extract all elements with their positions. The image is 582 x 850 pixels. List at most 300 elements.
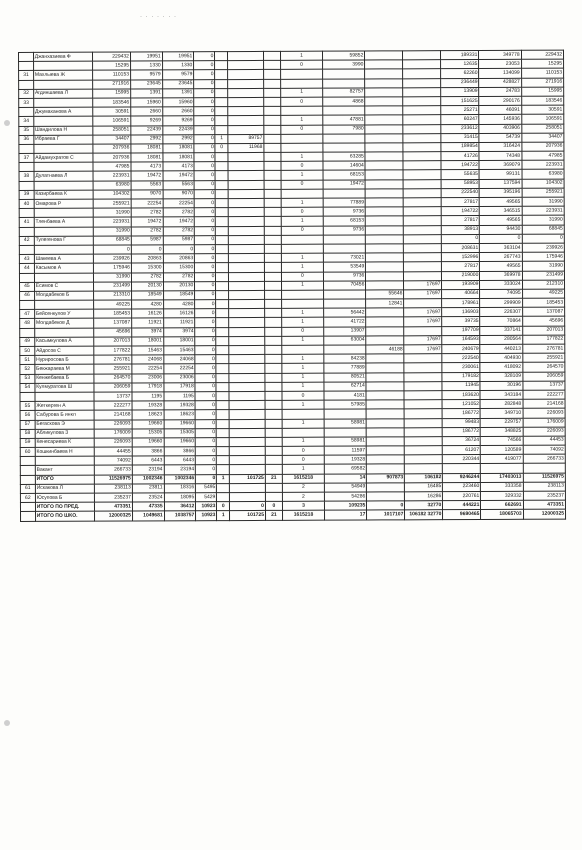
cell-g [265, 456, 282, 465]
cell-g [263, 51, 280, 60]
cell-g [264, 217, 281, 226]
cell-a: 11526975 [94, 475, 132, 484]
cell-n: 31990 [522, 261, 564, 270]
cell-d: 0 [196, 465, 217, 474]
cell-i: 82757 [323, 88, 365, 97]
cell-k [405, 464, 443, 473]
cell-g [265, 355, 282, 364]
cell-l: 25271 [441, 106, 479, 115]
cell-b: 1391 [131, 89, 163, 98]
cell-l: 194722 [441, 161, 479, 170]
cell-j: 907873 [367, 473, 405, 482]
cell-i: 9736 [323, 207, 365, 216]
cell-n: 266733 [523, 454, 565, 463]
cell-h: 1 [281, 308, 323, 317]
cell-b: 23524 [132, 493, 164, 502]
cell-a: 31990 [93, 227, 131, 236]
cell-n: 31990 [522, 197, 564, 206]
cell-c: 17918 [164, 382, 196, 391]
cell-g [264, 189, 281, 198]
cell-i: 54949 [324, 483, 366, 492]
cell-d: 0 [195, 281, 216, 290]
cell-l: 230061 [442, 363, 480, 372]
cell-name [35, 392, 94, 401]
cell-b: 22254 [132, 364, 164, 373]
cell-m: 23053 [479, 59, 521, 68]
cell-d: 0 [194, 125, 215, 134]
cell-name: Джумаханова А [34, 107, 93, 116]
cell-l: 12635 [441, 60, 479, 69]
cell-e: 0 [215, 143, 228, 152]
cell-e: 1 [217, 511, 230, 520]
cell-j [365, 69, 403, 78]
cell-n: 271916 [521, 78, 563, 87]
cell-m: 280564 [480, 335, 522, 344]
cell-f [229, 465, 265, 474]
cell-l: 189331 [441, 50, 479, 59]
cell-d: 0 [195, 291, 216, 300]
cell-l: 186772 [442, 409, 480, 418]
cell-m: 299909 [480, 298, 522, 307]
cell-h [281, 235, 323, 244]
cell-name: Молдабеков Б [34, 291, 93, 300]
cell-m: 0 [480, 234, 522, 243]
cell-f [228, 97, 264, 106]
cell-g [264, 235, 281, 244]
cell-c: 15305 [164, 428, 196, 437]
cell-b: 16126 [132, 309, 164, 318]
cell-h [282, 345, 324, 354]
cell-a: 207936 [93, 153, 131, 162]
cell-f [228, 79, 264, 88]
cell-name: Казирбаева К [34, 190, 93, 199]
cell-c: 9070 [163, 190, 195, 199]
cell-i [324, 290, 366, 299]
cell-g [264, 143, 281, 152]
cell-j [366, 262, 404, 271]
cell-a: 68845 [93, 236, 131, 245]
cell-no: 60 [20, 447, 35, 456]
cell-no [20, 475, 35, 484]
cell-name: Бегаскова Э [35, 420, 94, 429]
cell-g [265, 309, 282, 318]
cell-b: 22439 [131, 125, 163, 134]
cell-l: 189854 [441, 142, 479, 151]
cell-k [403, 133, 441, 142]
cell-l: 31415 [441, 133, 479, 142]
cell-d: 0 [194, 134, 215, 143]
cell-k [404, 391, 442, 400]
cell-i: 73021 [323, 253, 365, 262]
cell-no [20, 457, 35, 466]
cell-name: Кенжебаева Б [35, 374, 94, 383]
cell-l: 9690465 [443, 510, 481, 519]
cell-d: 0 [195, 263, 216, 272]
cell-a: 226093 [94, 420, 132, 429]
cell-a: 185453 [94, 309, 132, 318]
cell-name: Бейсенкулов У [34, 309, 93, 318]
cell-i: 58981 [324, 437, 366, 446]
cell-a: 235237 [94, 493, 132, 502]
cell-d: 0 [194, 79, 215, 88]
cell-l: 36724 [443, 436, 481, 445]
cell-k [404, 244, 442, 253]
cell-k [403, 106, 441, 115]
cell-j [367, 464, 405, 473]
cell-e [216, 245, 229, 254]
cell-no: 31 [19, 71, 34, 80]
cell-c: 19660 [164, 419, 196, 428]
cell-d: 0 [195, 327, 216, 336]
cell-j: 46188 [366, 345, 404, 354]
scan-artifact: · · · · · · · [140, 14, 177, 20]
cell-m: 134099 [479, 69, 521, 78]
cell-e [217, 493, 230, 502]
cell-h: 1 [282, 373, 324, 382]
cell-i: 3990 [323, 60, 365, 69]
cell-l: 41726 [441, 152, 479, 161]
cell-e [217, 428, 230, 437]
cell-l: 39735 [442, 317, 480, 326]
cell-m [481, 464, 523, 473]
cell-a: 226093 [94, 438, 132, 447]
cell-b: 9070 [131, 190, 163, 199]
cell-a: 45696 [94, 328, 132, 337]
cell-name [34, 227, 93, 236]
cell-h: 0 [280, 60, 322, 69]
cell-h: 2 [282, 492, 324, 501]
cell-n: 49225 [522, 289, 564, 298]
cell-no: 41 [19, 218, 34, 227]
cell-k [405, 455, 443, 464]
cell-m: 74348 [479, 151, 521, 160]
cell-l: 164593 [442, 335, 480, 344]
cell-e [215, 153, 228, 162]
cell-d: 0 [195, 392, 216, 401]
cell-d: 0 [194, 189, 215, 198]
cell-n: 473351 [523, 500, 565, 509]
cell-d: 0 [194, 52, 215, 61]
cell-n: 12000325 [523, 509, 565, 518]
cell-j [366, 244, 404, 253]
cell-d: 5495 [196, 483, 217, 492]
cell-m: 404930 [480, 353, 522, 362]
cell-j: 55646 [366, 290, 404, 299]
cell-h [281, 290, 323, 299]
cell-i [323, 235, 365, 244]
cell-f [228, 116, 264, 125]
cell-f [228, 162, 264, 171]
cell-n: 0 [522, 234, 564, 243]
cell-no: 45 [20, 282, 35, 291]
cell-a: 258051 [93, 126, 131, 135]
cell-no: 56 [20, 411, 35, 420]
cell-c: 9579 [162, 70, 194, 79]
cell-h: 1 [281, 253, 323, 262]
cell-name: ИТОГО ПО ПРЕД. [35, 502, 94, 511]
cell-d: 0 [195, 373, 216, 382]
cell-a: 223931 [93, 171, 131, 180]
cell-g [264, 162, 281, 171]
cell-d: 0 [194, 61, 215, 70]
cell-no: 37 [19, 153, 34, 162]
cell-k [404, 381, 442, 390]
cell-f [229, 410, 265, 419]
cell-g [264, 106, 281, 115]
cell-no: 42 [19, 236, 34, 245]
cell-d: 0 [195, 309, 216, 318]
cell-j [365, 51, 403, 60]
cell-k [403, 161, 441, 170]
cell-c: 18549 [163, 291, 195, 300]
cell-e [216, 217, 229, 226]
cell-i: 69582 [324, 464, 366, 473]
cell-b: 11921 [132, 318, 164, 327]
cell-k [405, 446, 443, 455]
cell-h [280, 70, 322, 79]
cell-n: 238113 [523, 482, 565, 491]
cell-i: 14 [324, 474, 366, 483]
cell-g: 21 [265, 474, 282, 483]
cell-j [366, 281, 404, 290]
cell-k: 17697 [404, 290, 442, 299]
cell-a: 177822 [94, 346, 132, 355]
cell-c: 19328 [164, 401, 196, 410]
cell-k [403, 87, 441, 96]
cell-no [20, 466, 35, 475]
cell-no [19, 163, 34, 172]
cell-f [229, 281, 265, 290]
cell-c: 22254 [163, 364, 195, 373]
cell-e [216, 419, 229, 428]
cell-e [215, 171, 228, 180]
cell-c: 1038757 [164, 511, 196, 520]
cell-n: 223931 [522, 206, 564, 215]
cell-i [324, 345, 366, 354]
cell-n: 15995 [521, 87, 563, 96]
cell-m: 137594 [479, 179, 521, 188]
cell-j [366, 235, 404, 244]
cell-b: 18081 [131, 144, 163, 153]
cell-c: 19951 [162, 52, 194, 61]
cell-n: 207013 [522, 326, 564, 335]
cell-d: 0 [194, 70, 215, 79]
cell-e [215, 107, 228, 116]
cell-h: 3 [282, 501, 324, 510]
cell-f [228, 88, 264, 97]
cell-l: 223460 [443, 482, 481, 491]
cell-h [281, 106, 323, 115]
cell-m: 662691 [481, 500, 523, 509]
cell-k: 16286 [405, 492, 443, 501]
cell-h: 1 [282, 336, 324, 345]
cell-j [365, 189, 403, 198]
cell-e [215, 61, 228, 70]
cell-b: 15305 [132, 429, 164, 438]
cell-m: 428827 [479, 78, 521, 87]
cell-a: 271916 [93, 80, 131, 89]
cell-i: 63004 [324, 336, 366, 345]
cell-k [404, 253, 442, 262]
cell-c: 16126 [163, 309, 195, 318]
cell-l: 27817 [442, 216, 480, 225]
cell-j [366, 207, 404, 216]
cell-l: 61207 [443, 446, 481, 455]
cell-g [265, 437, 282, 446]
cell-m: 348825 [481, 427, 523, 436]
cell-e [215, 79, 228, 88]
cell-h: 1 [281, 152, 323, 161]
cell-k [404, 427, 442, 436]
cell-no [20, 328, 35, 337]
cell-e [216, 226, 229, 235]
cell-name [34, 116, 93, 125]
cell-m: 333024 [480, 280, 522, 289]
cell-j [365, 115, 403, 124]
cell-e [216, 382, 229, 391]
cell-j [365, 152, 403, 161]
cell-e [216, 300, 229, 309]
cell-b: 5987 [131, 236, 163, 245]
cell-no [19, 181, 34, 190]
cell-name: Тулегенова Г [34, 236, 93, 245]
cell-e [216, 392, 229, 401]
cell-a: 13737 [94, 392, 132, 401]
cell-f [229, 318, 265, 327]
cell-d: 10923 [196, 511, 217, 520]
cell-h: 1 [281, 217, 323, 226]
cell-n: 235237 [523, 491, 565, 500]
cell-i: 7980 [323, 124, 365, 133]
cell-m: 282848 [480, 399, 522, 408]
cell-d: 0 [195, 410, 216, 419]
cell-a: 239926 [93, 254, 131, 263]
cell-k [404, 326, 442, 335]
cell-no: 48 [20, 319, 35, 328]
cell-k [404, 216, 442, 225]
cell-a: 255921 [94, 364, 132, 373]
cell-c: 15463 [163, 346, 195, 355]
cell-j [365, 179, 403, 188]
cell-n: 212310 [522, 280, 564, 289]
cell-n: 45696 [522, 317, 564, 326]
cell-no [20, 300, 35, 309]
cell-i: 63285 [323, 152, 365, 161]
cell-k: 17697 [404, 317, 442, 326]
cell-a: 207936 [93, 144, 131, 153]
cell-a: 255921 [93, 199, 131, 208]
cell-g [264, 116, 281, 125]
cell-i: 84238 [324, 354, 366, 363]
cell-n: 175946 [522, 252, 564, 261]
cell-h: 1 [282, 419, 324, 428]
cell-n: 239926 [522, 243, 564, 252]
cell-j [366, 400, 404, 409]
cell-f [228, 217, 264, 226]
cell-h: 0 [282, 446, 324, 455]
cell-h: 1 [282, 382, 324, 391]
cell-i: 47881 [323, 115, 365, 124]
cell-no: 44 [19, 264, 34, 273]
cell-c: 2992 [162, 134, 194, 143]
cell-c: 20130 [163, 281, 195, 290]
cell-l: 152996 [442, 253, 480, 262]
cell-e [216, 373, 229, 382]
cell-m: 333358 [481, 482, 523, 491]
cell-n: 176009 [523, 418, 565, 427]
cell-name [33, 98, 92, 107]
cell-f [229, 373, 265, 382]
cell-a: 15295 [92, 61, 130, 70]
cell-j [365, 143, 403, 152]
cell-f [229, 272, 265, 281]
cell-k [404, 400, 442, 409]
cell-h [282, 409, 324, 418]
cell-f [229, 345, 265, 354]
cell-f [228, 70, 264, 79]
cell-g [264, 263, 281, 272]
cell-m: 94430 [480, 225, 522, 234]
cell-m: 316424 [479, 142, 521, 151]
cell-c: 9269 [162, 116, 194, 125]
cell-i: 68153 [323, 170, 365, 179]
cell-m: 419077 [481, 455, 523, 464]
cell-k [403, 60, 441, 69]
cell-no: 52 [20, 365, 35, 374]
cell-e [216, 336, 229, 345]
cell-e [216, 254, 229, 263]
cell-b: 17918 [132, 383, 164, 392]
cell-i: 58981 [324, 418, 366, 427]
cell-no [19, 227, 34, 236]
cell-m: 54739 [479, 133, 521, 142]
cell-j [365, 106, 403, 115]
cell-i: 56442 [324, 308, 366, 317]
cell-d: 5429 [196, 493, 217, 502]
cell-h [281, 134, 323, 143]
cell-n: 68845 [522, 225, 564, 234]
cell-h: 0 [281, 207, 323, 216]
cell-j [365, 97, 403, 106]
cell-n: 223931 [522, 160, 564, 169]
cell-c: 11921 [163, 318, 195, 327]
cell-no: 38 [19, 172, 34, 181]
cell-m: 329332 [481, 491, 523, 500]
cell-d: 0 [195, 438, 216, 447]
cell-n: 207936 [522, 142, 564, 151]
cell-i: 9736 [323, 226, 365, 235]
cell-name: Шандилова Н [34, 126, 93, 135]
cell-j [366, 354, 404, 363]
cell-m: 337141 [480, 326, 522, 335]
cell-i: 62714 [324, 382, 366, 391]
cell-a: 206059 [94, 383, 132, 392]
cell-g [264, 61, 281, 70]
cell-i [324, 409, 366, 418]
cell-g [265, 327, 282, 336]
cell-l: 220344 [443, 455, 481, 464]
cell-i: 70456 [324, 281, 366, 290]
cell-m: 369079 [479, 161, 521, 170]
cell-name: Кулмуратова Ш [35, 383, 94, 392]
cell-l: 60247 [441, 115, 479, 124]
cell-m: 30196 [480, 381, 522, 390]
cell-d: 0 [194, 199, 215, 208]
cell-h: 1615218 [282, 511, 324, 520]
cell-h: 1 [282, 465, 324, 474]
cell-l: 240679 [442, 344, 480, 353]
cell-e [216, 290, 229, 299]
